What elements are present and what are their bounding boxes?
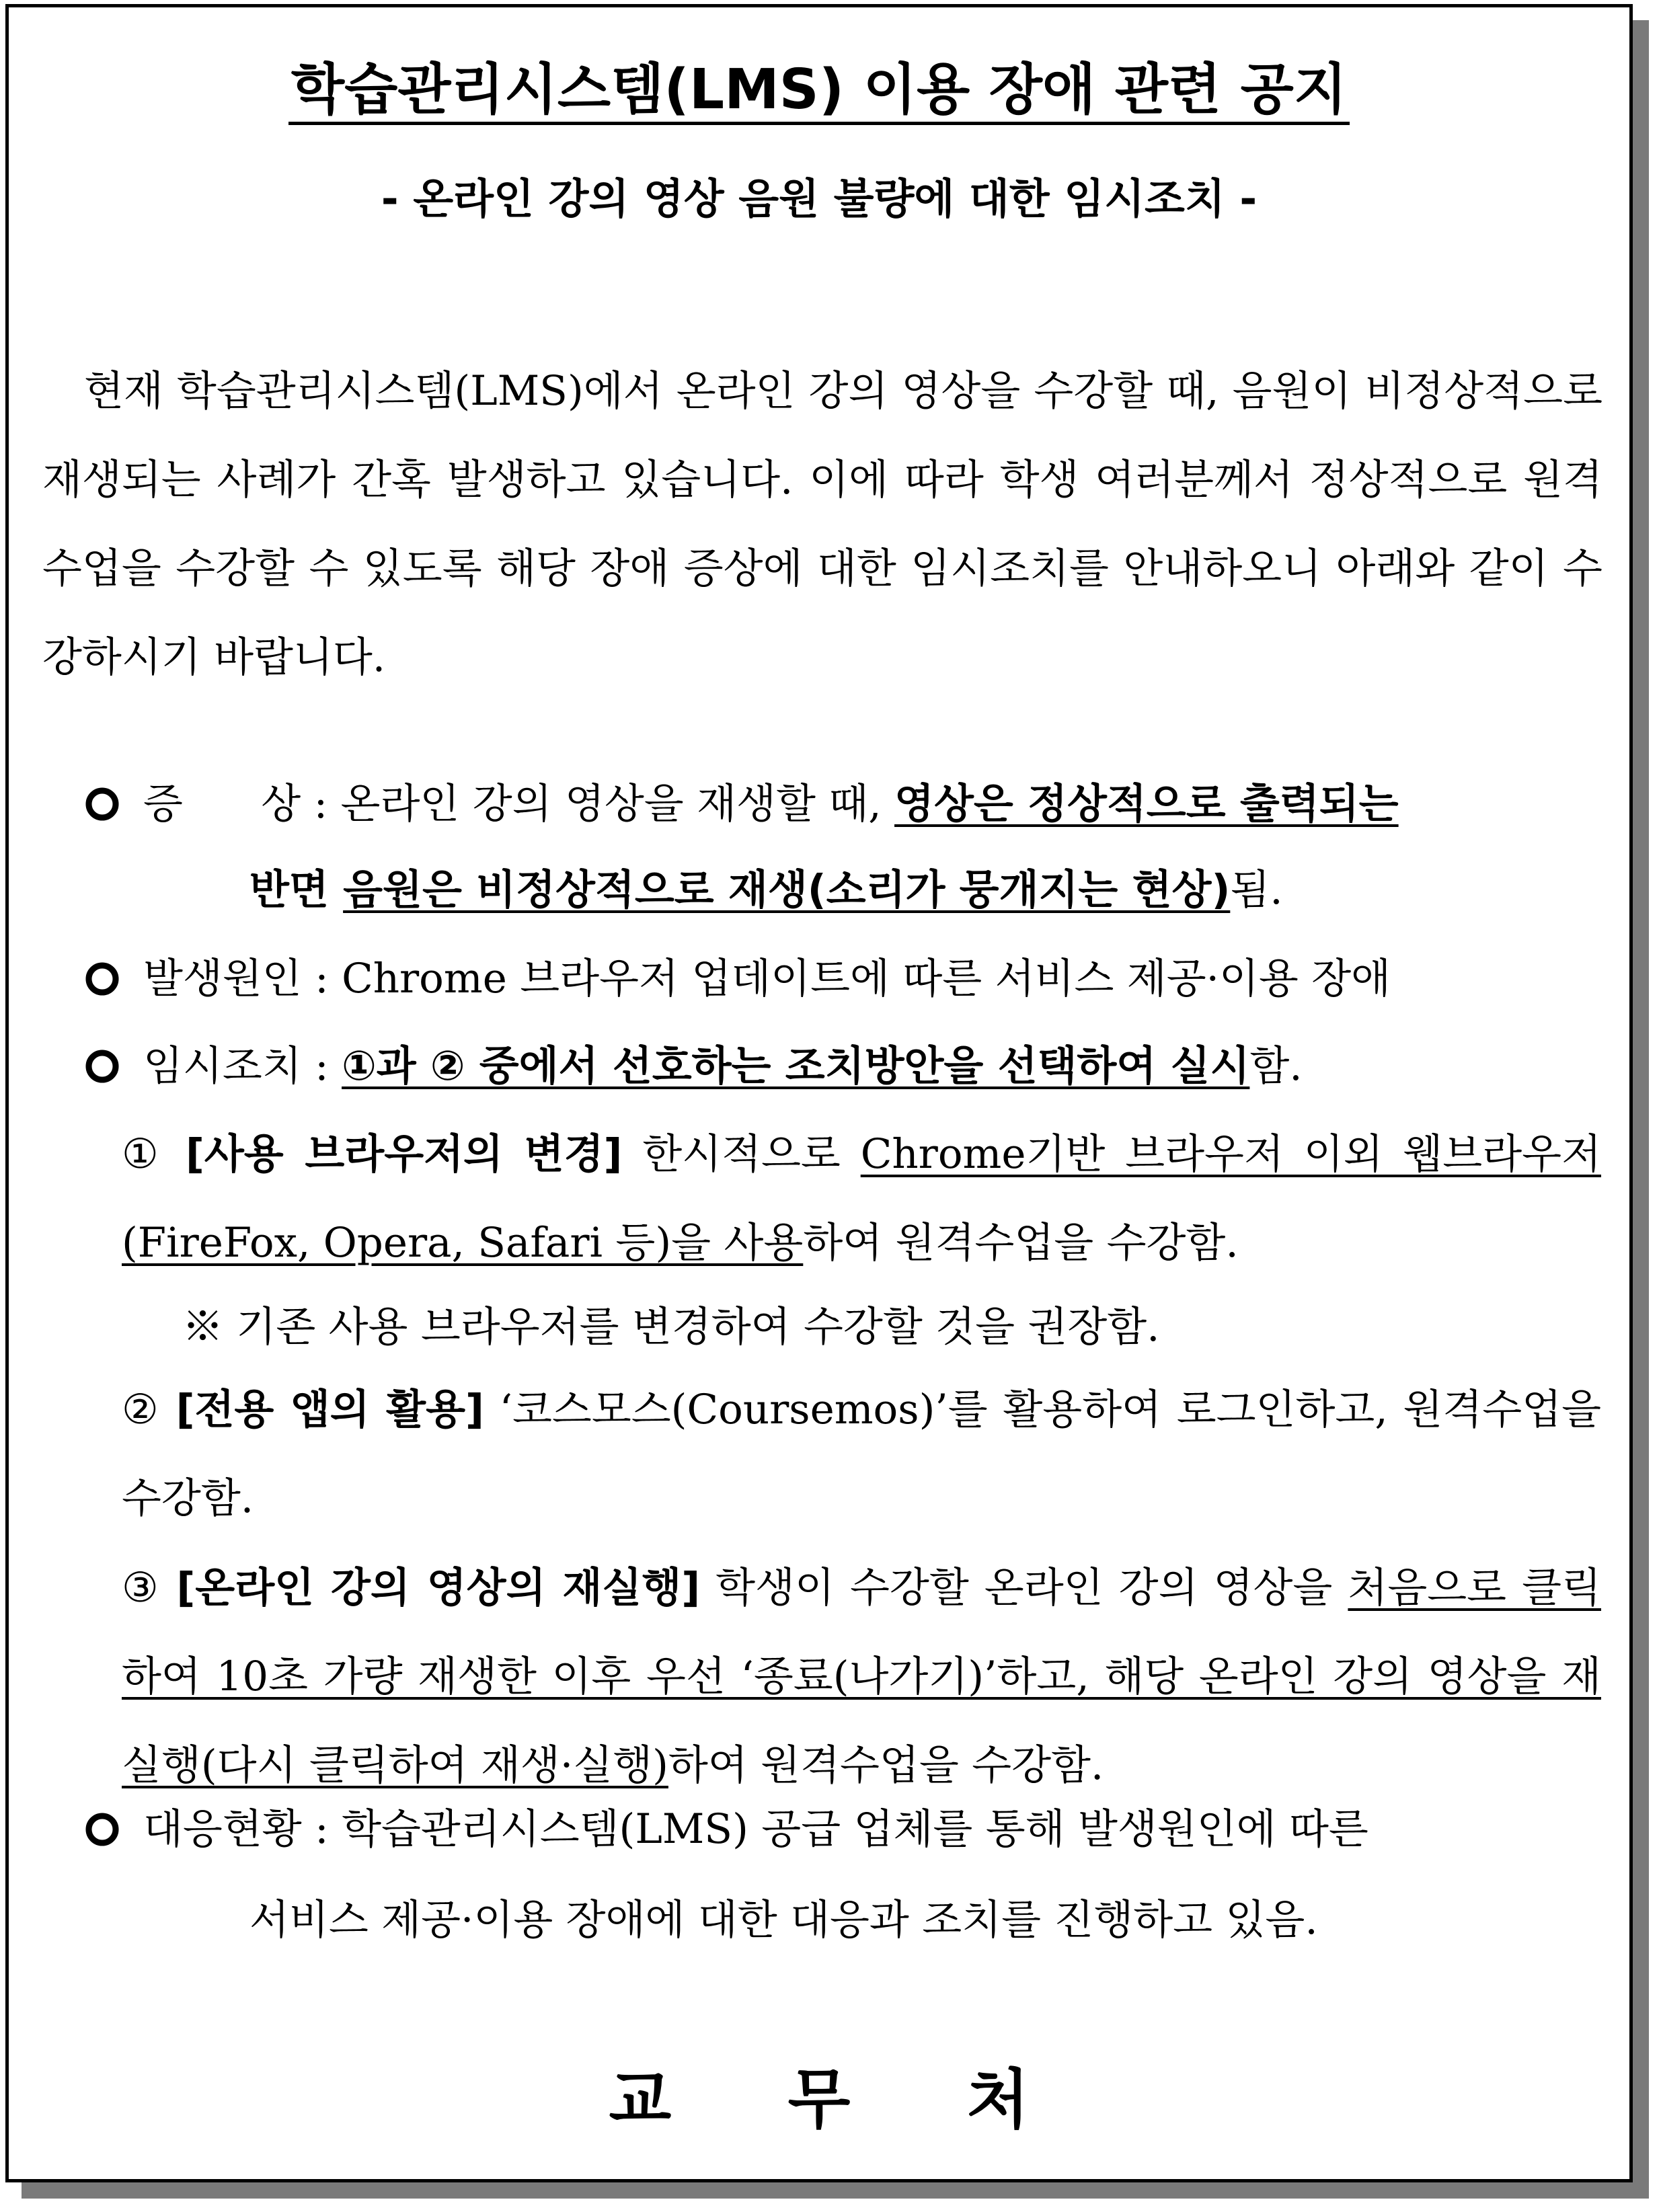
symptom-text: 온라인 강의 영상을 재생할 때, [340,780,895,828]
measure-text: ①과 ② 중에서 선호하는 조치방안을 선택하여 실시 [342,1042,1250,1090]
option-number: ② [122,1386,161,1433]
symptom-emphasis: 영상은 정상적으로 출력되는 [894,780,1399,828]
option-underlined: Chrome기반 브라우저 이외 웹브라우저(FireFox, Opera, Safari 등)을 사용 [122,1130,1602,1267]
response-line-2: 서비스 제공·이용 장애에 대한 대응과 조치를 진행하고 있음. [249,1896,1318,1944]
response-line: 대응현황 : 학습관리시스템(LMS) 공급 업체를 통해 발생원인에 따른 [143,1805,1368,1853]
option-number: ③ [122,1564,161,1612]
page-title: 학습관리시스템(LMS) 이용 장애 관련 공지 [9,53,1629,127]
issuer-signature: 교 무 처 [609,2062,1077,2137]
option-3: ③ [온라인 강의 영상의 재실행] 학생이 수강할 온라인 강의 영상을 처음으로 클릭하여 10초 가량 재생한 이후 우선 ‘종료(나가기)’하고, 해당 온라인 강의 영상을 재실행(다시 클릭하여 재생·실행)하여 원격수업을 수강함. [122,1564,1602,1789]
measure-line: 임시조치 : ①과 ② 중에서 선호하는 조치방안을 선택하여 실시함. [143,1042,1303,1090]
cause-label: 발생원인 [143,955,302,1002]
response-text: 학습관리시스템(LMS) 공급 업체를 통해 발생원인에 따른 [342,1805,1368,1853]
symptom-line-2: 반면 음원은 비정상적으로 재생(소리가 뭉개지는 현상)됨. [249,866,1283,914]
page-subtitle: - 온라인 강의 영상 음원 불량에 대한 임시조치 - [381,174,1258,223]
symptom-line: 증 상 : 온라인 강의 영상을 재생할 때, 영상은 정상적으로 출력되는 [143,780,1399,828]
hollow-circle-icon [84,961,120,997]
recommendation-note: ※ 기존 사용 브라우저를 변경하여 수강할 것을 권장함. [182,1303,1160,1351]
notice-document [5,4,1633,2182]
symptom-emphasis-2: 음원은 비정상적으로 재생(소리가 뭉개지는 현상) [343,866,1231,914]
intro-paragraph: 현재 학습관리시스템(LMS)에서 온라인 강의 영상을 수강할 때, 음원이 비정상적으로 재생되는 사례가 간혹 발생하고 있습니다. 이에 따라 학생 여러분께서 정상적으로 원격수업을 수강할 수 있도록 해당 장애 증상에 대한 임시조치를 안내하오니 아래와 같이 수강하시기 바랍니다. [42,367,1602,681]
option-2: ② [전용 앱의 활용] ‘코스모스(Coursemos)’를 활용하여 로그인하고, 원격수업을 수강함. [122,1386,1602,1522]
option-heading: [사용 브라우저의 변경] [185,1130,623,1178]
option-heading: [전용 앱의 활용] [176,1386,484,1433]
hollow-circle-icon [84,1048,120,1084]
option-number: ① [122,1130,166,1178]
option-1: ① [사용 브라우저의 변경] 한시적으로 Chrome기반 브라우저 이외 웹브라우저(FireFox, Opera, Safari 등)을 사용하여 원격수업을 수강함. [122,1130,1602,1267]
cause-text: Chrome 브라우저 업데이트에 따른 서비스 제공·이용 장애 [342,955,1391,1002]
hollow-circle-icon [84,786,120,822]
option-heading: [온라인 강의 영상의 재실행] [176,1564,701,1612]
symptom-label: 증 상 [143,780,301,828]
option-underlined: 처음으로 클릭하여 10초 가량 재생한 이후 우선 ‘종료(나가기)’하고, 해당 온라인 강의 영상을 재실행(다시 클릭하여 재생·실행) [122,1564,1602,1789]
cause-line: 발생원인 : Chrome 브라우저 업데이트에 따른 서비스 제공·이용 장애 [143,955,1391,1002]
hollow-circle-icon [84,1811,120,1848]
response-label: 대응현황 [143,1805,302,1853]
measure-label: 임시조치 [143,1042,302,1090]
